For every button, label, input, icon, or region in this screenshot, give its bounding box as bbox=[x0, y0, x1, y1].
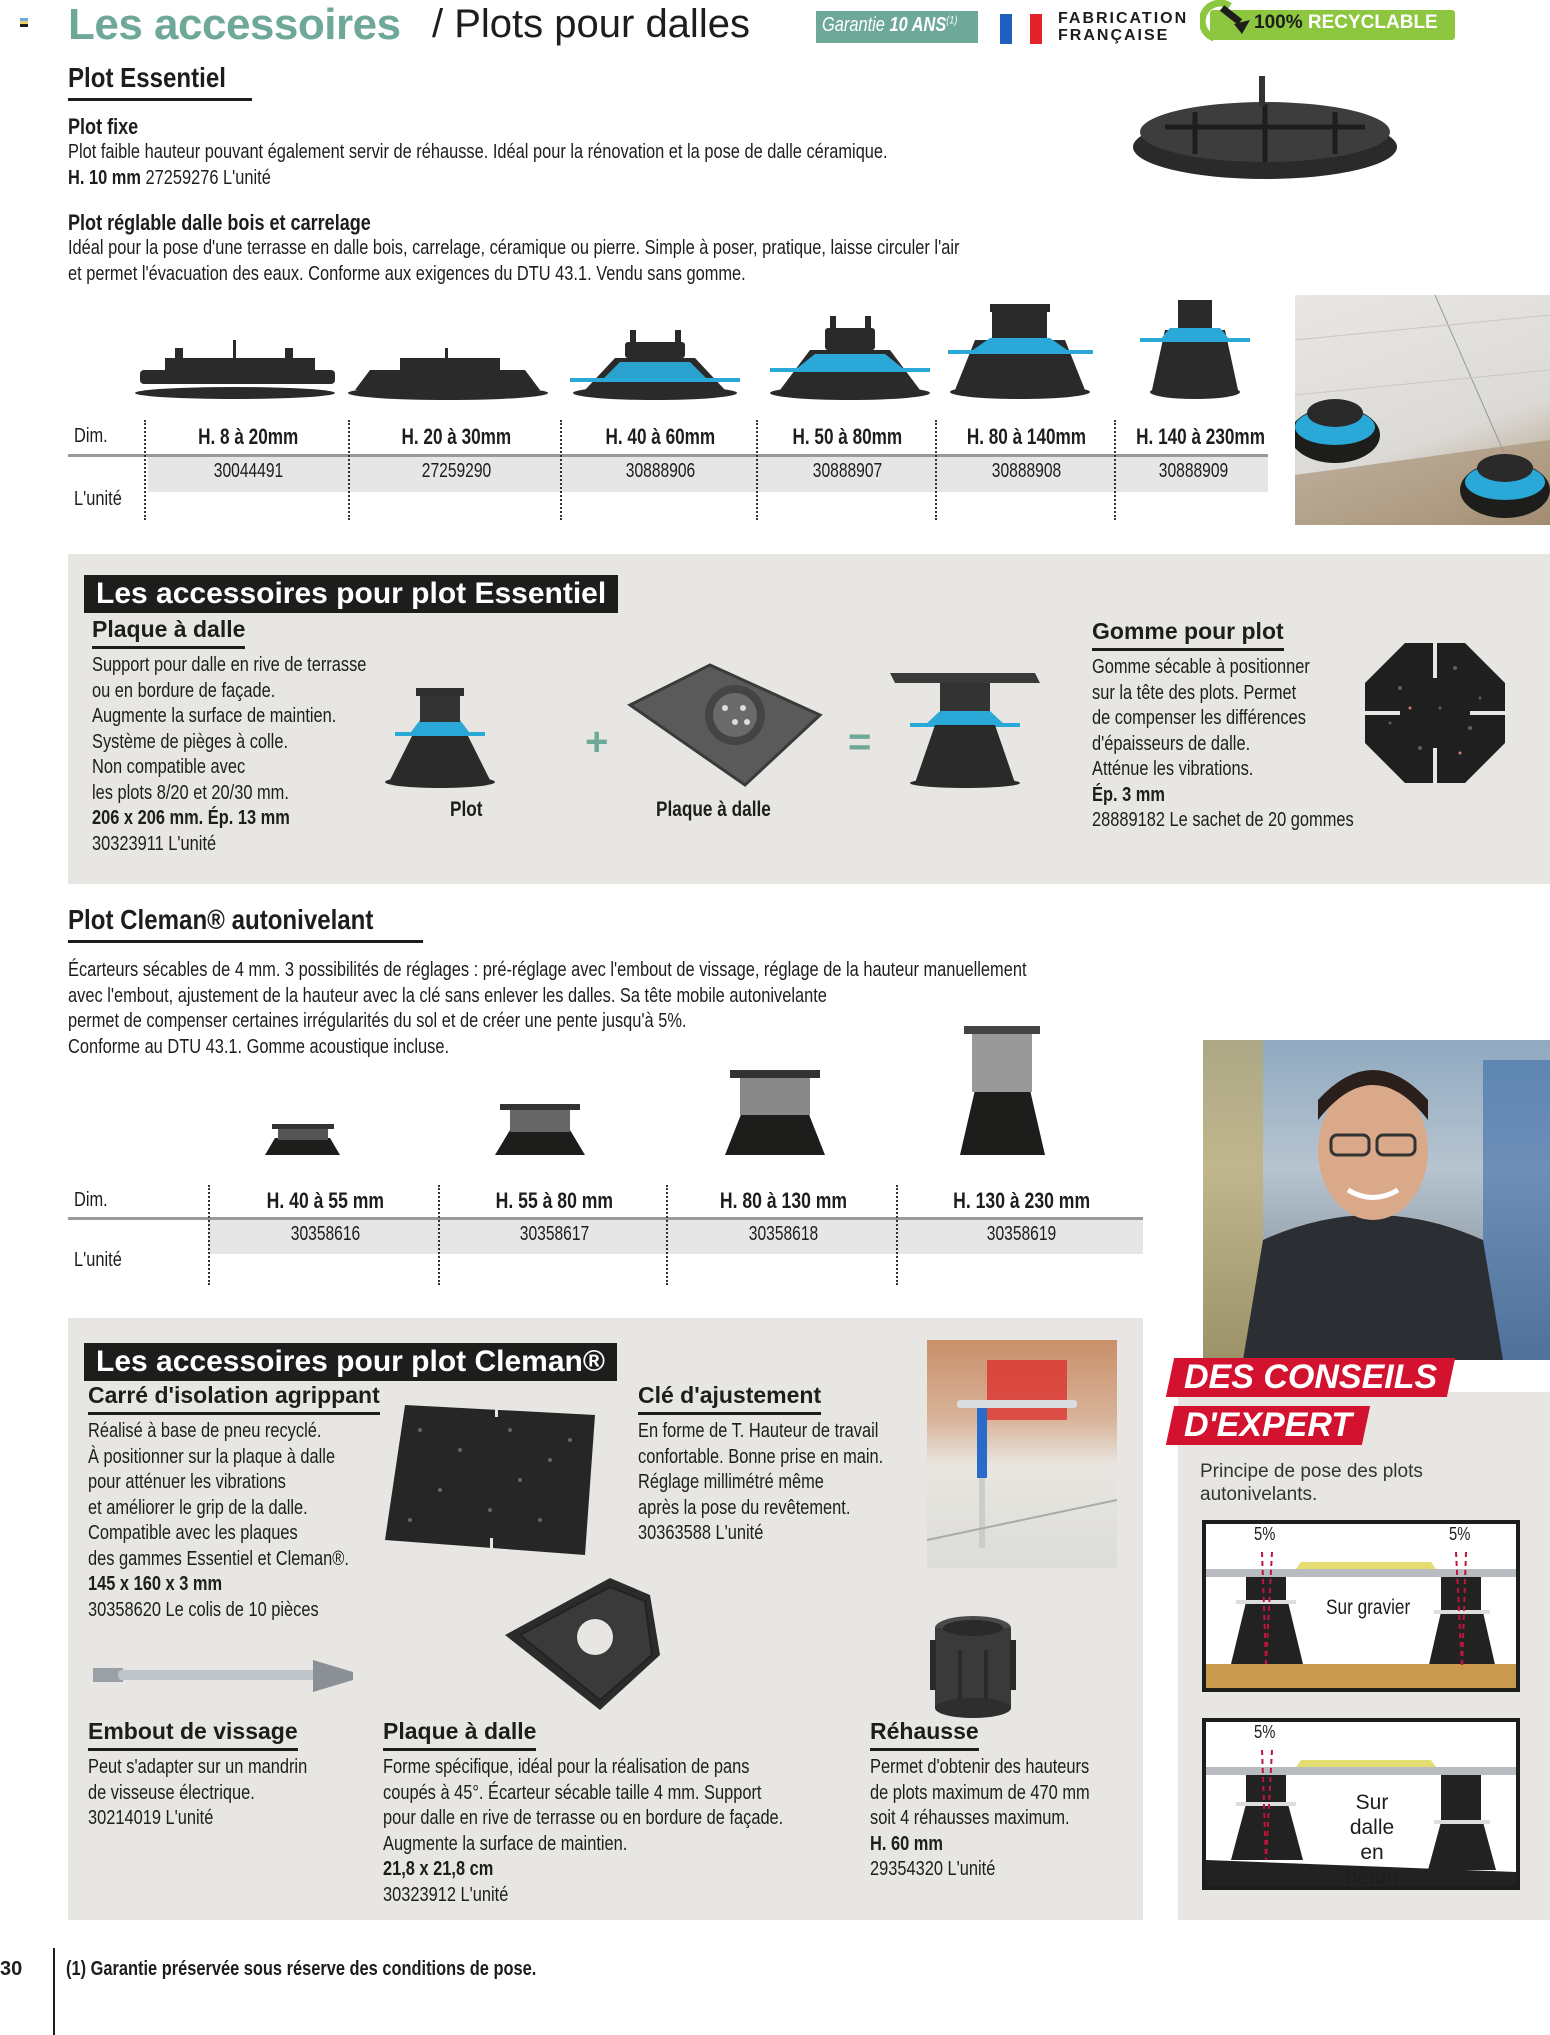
rehausse-ref: 29354320 L'unité bbox=[870, 1858, 996, 1880]
cle-ajustement-block: Clé d'ajustement En forme de T. Hauteur de travail confortable. Bonne prise en main. Réglage millimétré même après la pose du revêtement. 30363588 L'unité bbox=[638, 1382, 928, 1547]
carre-isolation-title: Carré d'isolation agrippant bbox=[88, 1382, 380, 1408]
table-column: H. 50 à 80mm 30888907 bbox=[792, 424, 903, 482]
plaque-essentiel-block: Plaque à dalle Support pour dalle en rive de terrasse ou en bordure de façade. Augmente la surface de maintien. Système de pièges à colle. Non compatible avec les plots 8/20 et 20/30 mm. 206 x 206 mm. Ép. 13 mm 30323911 L'unité bbox=[92, 616, 432, 857]
embout-vissage-ref: 30214019 L'unité bbox=[88, 1807, 214, 1829]
plot-cleman-range-images bbox=[260, 1020, 1140, 1160]
table-column: H. 40 à 60mm 30888906 bbox=[605, 424, 715, 482]
sur-gravier-label: Sur gravier bbox=[1326, 1596, 1411, 1619]
banner-accessoires-essentiel: Les accessoires pour plot Essentiel bbox=[84, 575, 618, 613]
plaque-a-dalle-image bbox=[625, 660, 825, 790]
equals-sign: = bbox=[848, 720, 872, 764]
recyclable-label: 100% RECYCLABLE bbox=[1254, 12, 1438, 33]
table-column: H. 140 à 230mm 30888909 bbox=[1136, 424, 1265, 482]
page-title: Les accessoires bbox=[68, 0, 401, 49]
cleman-description: Écarteurs sécables de 4 mm. 3 possibilités de réglages : pré-réglage avec l'embout de vissage, réglage de la hauteur manuellement avec l'embout, ajustement de la hauteur avec la clé sans enlever les dalles. Sa tête mobile autonivelante permet de compenser certaines irrégularités du sol et de créer une pente jusqu'à 5%. Conforme au DTU 43.1. Gomme acoustique incluse. bbox=[68, 959, 1027, 1058]
diagram-sur-gravier bbox=[1202, 1520, 1520, 1692]
sur-dalle-beton-label: Sur dalle en béton bbox=[1345, 1791, 1399, 1889]
pct-left-label: 5% bbox=[1254, 1524, 1276, 1544]
plaque-essentiel-title: Plaque à dalle bbox=[92, 616, 246, 642]
banner-accessoires-cleman: Les accessoires pour plot Cleman® bbox=[84, 1343, 617, 1381]
print-registration-marks bbox=[20, 18, 30, 30]
section-title-plot-essentiel: Plot Essentiel bbox=[68, 62, 252, 101]
plot-reglable-title: Plot réglable dalle bois et carrelage bbox=[68, 210, 371, 235]
footer-divider bbox=[53, 1948, 55, 2035]
table-column: H. 8 à 20mm 30044491 bbox=[197, 424, 299, 482]
rehausse-block: Réhausse Permet d'obtenir des hauteurs de plots maximum de 470 mm soit 4 réhausses maximum. H. 60 mm 29354320 L'unité bbox=[870, 1718, 1130, 1883]
garantie-badge: Garantie 10 ANS$^{(1)}$ bbox=[816, 11, 978, 43]
plot-reglable-block: Plot réglable dalle bois et carrelage Idéal pour la pose d'une terrasse en dalle bois, carrelage, céramique ou pierre. Simple à poser, pratique, laisse circuler l'air et permet l'évacuation des eaux. Conforme aux exigences du DTU 43.1. Vendu sans gomme. bbox=[68, 210, 960, 285]
page-number: 30 bbox=[0, 1958, 23, 1980]
plot-fixe-desc: Plot faible hauteur pouvant également servir de réhausse. Idéal pour la rénovation et la pose de dalle céramique. bbox=[68, 141, 888, 163]
rehausse-image bbox=[928, 1610, 1018, 1720]
gomme-ref: 28889182 Le sachet de 20 gommes bbox=[1092, 809, 1354, 831]
carre-isolation-image bbox=[380, 1400, 600, 1560]
plot-with-plaque-image bbox=[885, 665, 1045, 790]
table-column: H. 80 à 130 mm 30358618 bbox=[719, 1188, 847, 1245]
terrace-installation-photo bbox=[1295, 295, 1550, 525]
carre-isolation-ref: 30358620 Le colis de 10 pièces bbox=[88, 1598, 319, 1621]
diagram-sur-dalle-beton bbox=[1202, 1718, 1520, 1890]
plot-cleman-table: Dim. L'unité H. 40 à 55 mm 30358616 H. 55 à 80 mm 30358617 H. 80 à 130 mm 30358618 H. 130 à 230 mm 30358619 bbox=[68, 1185, 1143, 1285]
plaque-essentiel-ref: 30323911 L'unité bbox=[92, 832, 217, 855]
table-column: H. 80 à 140mm 30888908 bbox=[966, 424, 1087, 482]
table-column: H. 130 à 230 mm 30358619 bbox=[952, 1188, 1090, 1245]
plot-image bbox=[380, 680, 500, 790]
embout-vissage-title: Embout de vissage bbox=[88, 1718, 298, 1744]
plot-fixe-image bbox=[1125, 72, 1405, 182]
plaque-a-dalle-cleman-block: Plaque à dalle Forme spécifique, idéal pour la réalisation de pans coupés à 45°. Écarteur sécable taille 4 mm. Support pour dalle en rive de terrasse ou en bordure de façade. Augmente la surface de maintien. 21,8 x 21,8 cm 30323912 L'unité bbox=[383, 1718, 843, 1908]
cle-ajustement-title: Clé d'ajustement bbox=[638, 1382, 822, 1408]
french-flag-icon bbox=[1000, 14, 1048, 44]
plot-fixe-title: Plot fixe bbox=[68, 114, 139, 139]
pct-left-label: 5% bbox=[1254, 1722, 1276, 1742]
table-column: H. 55 à 80 mm 30358617 bbox=[495, 1188, 613, 1245]
page-subtitle: / Plots pour dalles bbox=[432, 2, 750, 46]
gomme-block: Gomme pour plot Gomme sécable à positionner sur la tête des plots. Permet de compenser les différences d'épaisseurs de dalle. Atténue les vibrations. Ép. 3 mm 28889182 Le sachet de 20 gommes bbox=[1092, 618, 1392, 834]
cle-ajustement-photo bbox=[927, 1340, 1117, 1568]
plaque-a-dalle-cleman-image bbox=[500, 1575, 720, 1715]
plot-fixe-block: Plot fixe Plot faible hauteur pouvant également servir de réhausse. Idéal pour la rénovation et la pose de dalle céramique. H. 10 mm 27259276 L'unité bbox=[68, 114, 888, 189]
embout-vissage-image bbox=[88, 1650, 358, 1700]
carre-isolation-block: Carré d'isolation agrippant Réalisé à base de pneu recyclé. À positionner sur la plaque à dalle pour atténuer les vibrations et améliorer le grip de la dalle. Compatible avec les plaques des gammes Essentiel et Cleman®. 145 x 160 x 3 mm 30358620 Le colis de 10 pièces bbox=[88, 1382, 418, 1623]
plaque-label: Plaque à dalle bbox=[656, 798, 771, 821]
gomme-title: Gomme pour plot bbox=[1092, 618, 1284, 644]
embout-vissage-block: Embout de vissage Peut s'adapter sur un mandrin de visseuse électrique. 30214019 L'unité bbox=[88, 1718, 378, 1832]
expert-tag-line1: DES CONSEILS bbox=[1166, 1358, 1455, 1397]
plus-sign: + bbox=[585, 720, 609, 764]
table-column: H. 20 à 30mm 27259290 bbox=[401, 424, 511, 482]
footer-note: (1) Garantie préservée sous réserve des conditions de pose. bbox=[66, 1958, 537, 1980]
plaque-cleman-title: Plaque à dalle bbox=[383, 1718, 537, 1744]
cle-ajustement-ref: 30363588 L'unité bbox=[638, 1522, 764, 1544]
plaque-cleman-ref: 30323912 L'unité bbox=[383, 1883, 509, 1906]
plot-fixe-ref: 27259276 L'unité bbox=[145, 166, 271, 189]
section-title-plot-cleman: Plot Cleman® autonivelant bbox=[68, 904, 423, 943]
expert-intro: Principe de pose des plots autonivelants. bbox=[1200, 1461, 1423, 1505]
plot-essentiel-table: Dim. L'unité H. 8 à 20mm 30044491 H. 20 à 30mm 27259290 H. 40 à 60mm 30888906 H. 50 à 80mm 30888907 H. 80 à 140mm 30888908 H. 140 à 230mm 30888909 bbox=[68, 420, 1268, 530]
plot-label: Plot bbox=[450, 798, 483, 821]
expert-tag-line2: D'EXPERT bbox=[1166, 1406, 1370, 1445]
expert-photo bbox=[1203, 1040, 1550, 1360]
gomme-image bbox=[1360, 638, 1510, 788]
fabrication-francaise-badge: FABRICATION FRANÇAISE bbox=[1058, 10, 1189, 44]
pct-right-label: 5% bbox=[1449, 1524, 1471, 1544]
recycle-arrows-icon bbox=[1200, 0, 1260, 50]
rehausse-title: Réhausse bbox=[870, 1718, 979, 1744]
table-column: H. 40 à 55 mm 30358616 bbox=[266, 1188, 384, 1245]
plot-essentiel-range-images bbox=[130, 300, 1280, 400]
